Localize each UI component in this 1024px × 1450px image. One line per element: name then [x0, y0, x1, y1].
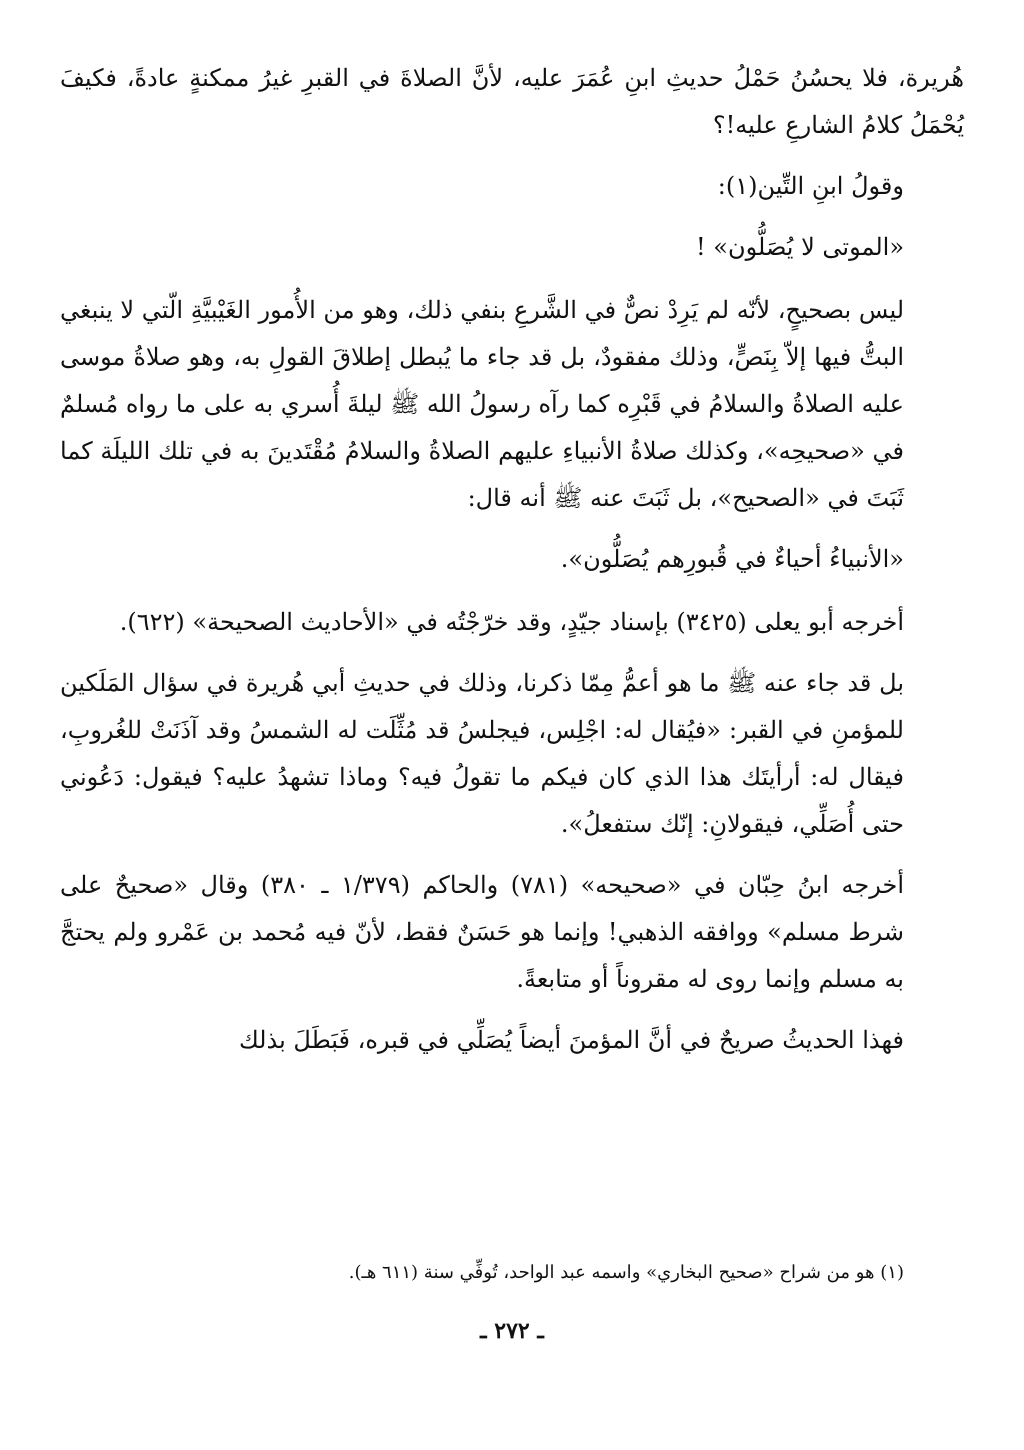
- footnote: (١) هو من شراح «صحيح البخاري» واسمه عبد الواحد، تُوفِّي سنة (٦١١ هـ).: [348, 1262, 904, 1283]
- quote-1: «الموتى لا يُصَلُّون» !: [696, 233, 904, 261]
- page-number: ـ ٢٧٢ ـ: [480, 1318, 544, 1344]
- page-body: [60, 55, 964, 1078]
- paragraph-5: بل قد جاء عنه ﷺ ما هو أعمُّ مِمّا ذكرنا، وذلك في حديثِ أبي هُريرة في سؤال المَلَكين للمؤمنِ في القبر: «فيُقال له: اجْلِس، فيجلسُ قد مُثِّلَت له الشمسُ وقد آذَنَتْ للغُروبِ، فيقال له: أرأيتَك هذا الذي كان فيكم ما تقولُ فيه؟ وماذا تشهدُ عليه؟ فيقول: دَعُوني حتى أُصَلِّي، فيقولانِ: إنّك ستفعلُ».: [60, 669, 905, 838]
- paragraph-6: أخرجه ابنُ حِبّان في «صحيحه» (٧٨١) والحاكم (١/٣٧٩ ـ ٣٨٠) وقال «صحيحٌ على شرط مسلم» ووافقه الذهبي! وإنما هو حَسَنٌ فقط، لأنّ فيه مُحمد بن عَمْرو ولم يحتجَّ به مسلم وإنما روى له مقروناً أو متابعةً.: [60, 871, 905, 993]
- paragraph-1: هُريرة، فلا يحسُنُ حَمْلُ حديثِ ابنِ عُمَرَ عليه، لأنَّ الصلاةَ في القبرِ غيرُ ممكنةٍ عادةً، فكيفَ يُحْمَلُ كلامُ الشارعِ عليه!؟: [60, 64, 964, 139]
- quote-2: «الأنبياءُ أحياءٌ في قُبورِهم يُصَلُّون».: [560, 545, 904, 573]
- footnote-area: [60, 1258, 964, 1288]
- paragraph-2: وقولُ ابنِ التِّين(١):: [717, 172, 904, 200]
- paragraph-3: ليس بصحيحٍ، لأنّه لم يَرِدْ نصٌّ في الشَّرعِ بنفي ذلك، وهو من الأُمور الغَيْبيَّةِ الّتي لا ينبغي البتُّ فيها إلاّ بِنَصٍّ، وذلك مفقودٌ، بل قد جاء ما يُبطل إطلاقَ القولِ به، وهو صلاةُ موسى عليه الصلاةُ والسلامُ في قَبْرِه كما رآه رسولُ الله ﷺ ليلةَ أُسري به على ما رواه مُسلمٌ في «صحيحِه»، وكذلك صلاةُ الأنبياءِ عليهم الصلاةُ والسلامُ مُقْتَدينَ به في تلك الليلَة كما ثَبَتَ في «الصحيح»، بل ثَبَتَ عنه ﷺ أنه قال:: [60, 296, 904, 512]
- paragraph-7: فهذا الحديثُ صريحٌ في أنَّ المؤمنَ أيضاً يُصَلِّي في قبره، فَبَطَلَ بذلك: [238, 1026, 904, 1054]
- paragraph-4: أخرجه أبو يعلى (٣٤٢٥) بإسناد جيّدٍ، وقد خرّجْتُه في «الأحاديث الصحيحة» (٦٢٢).: [119, 608, 904, 636]
